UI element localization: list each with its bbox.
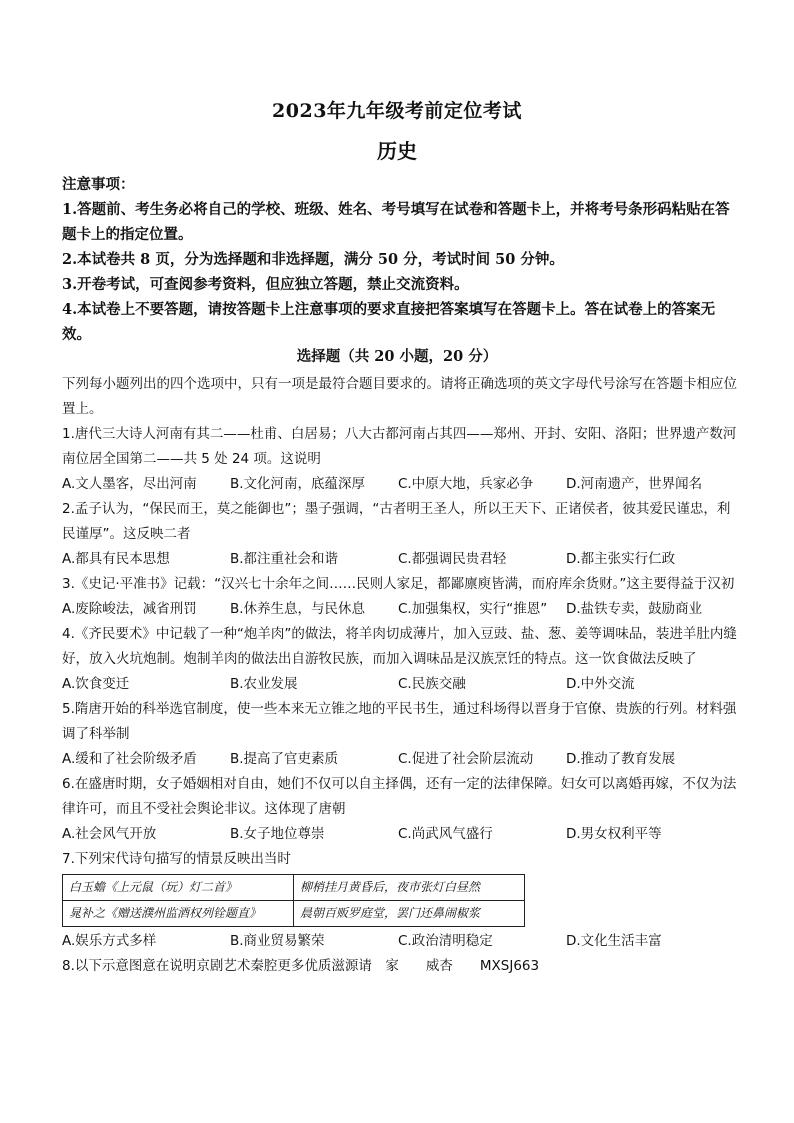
option-d: D.男女权利平等: [566, 826, 662, 842]
section-instruction: 下列每小题列出的四个选项中，只有一项是最符合题目要求的。请将正确选项的英文字母代号涂写在答题卡相应位置上。: [62, 376, 737, 417]
notes-heading: 注意事项：: [62, 176, 135, 193]
option-a: A.文人墨客，尽出河南: [62, 476, 197, 492]
question-stem: 2.孟子认为，“保民而王，莫之能御也”；墨子强调，“古者明王圣人，所以王天下、正诸侯者，彼其爱民谨忠，利民谨厚”。这反映二者: [62, 501, 731, 542]
option-c: C.尚武风气盛行: [398, 826, 493, 842]
option-a: A.缓和了社会阶级矛盾: [62, 751, 197, 767]
option-b: B.商业贸易繁荣: [230, 933, 325, 949]
poem-source: 白玉蟾《上元鼠（玩）灯二首》: [63, 875, 294, 901]
note-item: 3.开卷考试，可查阅参考资料，但应独立答题，禁止交流资料。: [62, 276, 469, 293]
option-a: A.娱乐方式多样: [62, 933, 157, 949]
poem-table: [62, 874, 525, 927]
option-c: C.民族交融: [398, 676, 466, 692]
exam-title: 2023年九年级考前定位考试: [272, 100, 522, 122]
option-b: B.提高了官吏素质: [230, 751, 339, 767]
option-c: C.中原大地，兵家必争: [398, 476, 534, 492]
option-b: B.女子地位尊崇: [230, 826, 325, 842]
notes-block: [62, 172, 740, 347]
question-stem: 5.隋唐开始的科举选官制度，使一些本来无立锥之地的平民书生，通过科场得以晋身于官僚、贵族的行列。材料强调了科举制: [62, 701, 737, 742]
question-list: [62, 372, 740, 979]
option-d: D.推动了教育发展: [566, 751, 676, 767]
question-options: [62, 547, 740, 572]
question-stem: 7.下列宋代诗句描写的情景反映出当时: [62, 851, 291, 867]
question-options: [62, 822, 740, 847]
option-a: A.都具有民本思想: [62, 551, 170, 567]
poem-line: 晨朝百贩罗庭堂，罢门还鼻闹椒浆: [294, 901, 525, 927]
question-stem: 6.在盛唐时期，女子婚姻相对自由，她们不仅可以自主择偶，还有一定的法律保障。妇女可以离婚再嫁，不仅为法律许可，而且不受社会舆论非议。这体现了唐朝: [62, 776, 737, 817]
table-row: [63, 901, 525, 927]
question-stem: 8.以下示意图意在说明京剧艺术秦腔更多优质滋源请 家 威杏 MXSJ663: [62, 958, 540, 974]
option-d: D.都主张实行仁政: [566, 551, 676, 567]
option-c: C.都强调民贵君轻: [398, 551, 507, 567]
option-d: D.中外交流: [566, 676, 635, 692]
question-stem: 4.《齐民要术》中记载了一种“炮羊肉”的做法，将羊肉切成薄片，加入豆豉、盐、葱、姜等调味品，装进羊肚内缝好，放入火坑炮制。炮制羊肉的做法出自游牧民族，而加入调味品是汉族烹饪的特点。这一饮食做法反映了: [62, 626, 737, 667]
poem-source: 晁补之《赠送濮州监酒权列铨题直》: [63, 901, 294, 927]
exam-subject: 历史: [377, 139, 417, 163]
table-row: [63, 875, 525, 901]
option-c: C.政治清明稳定: [398, 933, 493, 949]
note-item: 4.本试卷上不要答题，请按答题卡上注意事项的要求直接把答案填写在答题卡上。答在试卷上的答案无效。: [62, 301, 716, 343]
option-c: C.加强集权，实行“推恩”: [398, 601, 548, 617]
question-stem: 3.《史记·平准书》记载：“汉兴七十余年之间……民则人家足，都鄙廪庾皆满，而府库余货财。”这主要得益于汉初: [62, 576, 735, 592]
option-b: B.休养生息，与民休息: [230, 601, 366, 617]
question-options: [62, 472, 740, 497]
option-b: B.都注重社会和谐: [230, 551, 339, 567]
poem-line: 柳梢挂月黄昏后，夜市张灯白昼然: [294, 875, 525, 901]
option-d: D.河南遗产，世界闻名: [566, 476, 703, 492]
option-a: A.废除峻法，减省刑罚: [62, 601, 197, 617]
option-d: D.文化生活丰富: [566, 933, 662, 949]
question-options: [62, 597, 740, 622]
option-c: C.促进了社会阶层流动: [398, 751, 534, 767]
option-b: B.文化河南，底蕴深厚: [230, 476, 366, 492]
question-stem: 1.唐代三大诗人河南有其二——杜甫、白居易；八大古都河南占其四——郑州、开封、安阳、洛阳；世界遗产数河南位居全国第二——共 5 处 24 项。这说明: [62, 426, 737, 467]
note-item: 1.答题前、考生务必将自己的学校、班级、姓名、考号填写在试卷和答题卡上，并将考号条形码粘贴在答题卡上的指定位置。: [62, 201, 730, 243]
question-options: [62, 747, 740, 772]
section-title: 选择题（共 20 小题，20 分）: [296, 348, 498, 365]
option-a: A.社会风气开放: [62, 826, 157, 842]
option-b: B.农业发展: [230, 676, 298, 692]
question-options: [62, 672, 740, 697]
option-a: A.饮食变迁: [62, 676, 130, 692]
option-d: D.盐铁专卖，鼓励商业: [566, 601, 703, 617]
note-item: 2.本试卷共 8 页，分为选择题和非选择题，满分 50 分，考试时间 50 分钟。: [62, 251, 564, 268]
question-options: [62, 929, 740, 954]
